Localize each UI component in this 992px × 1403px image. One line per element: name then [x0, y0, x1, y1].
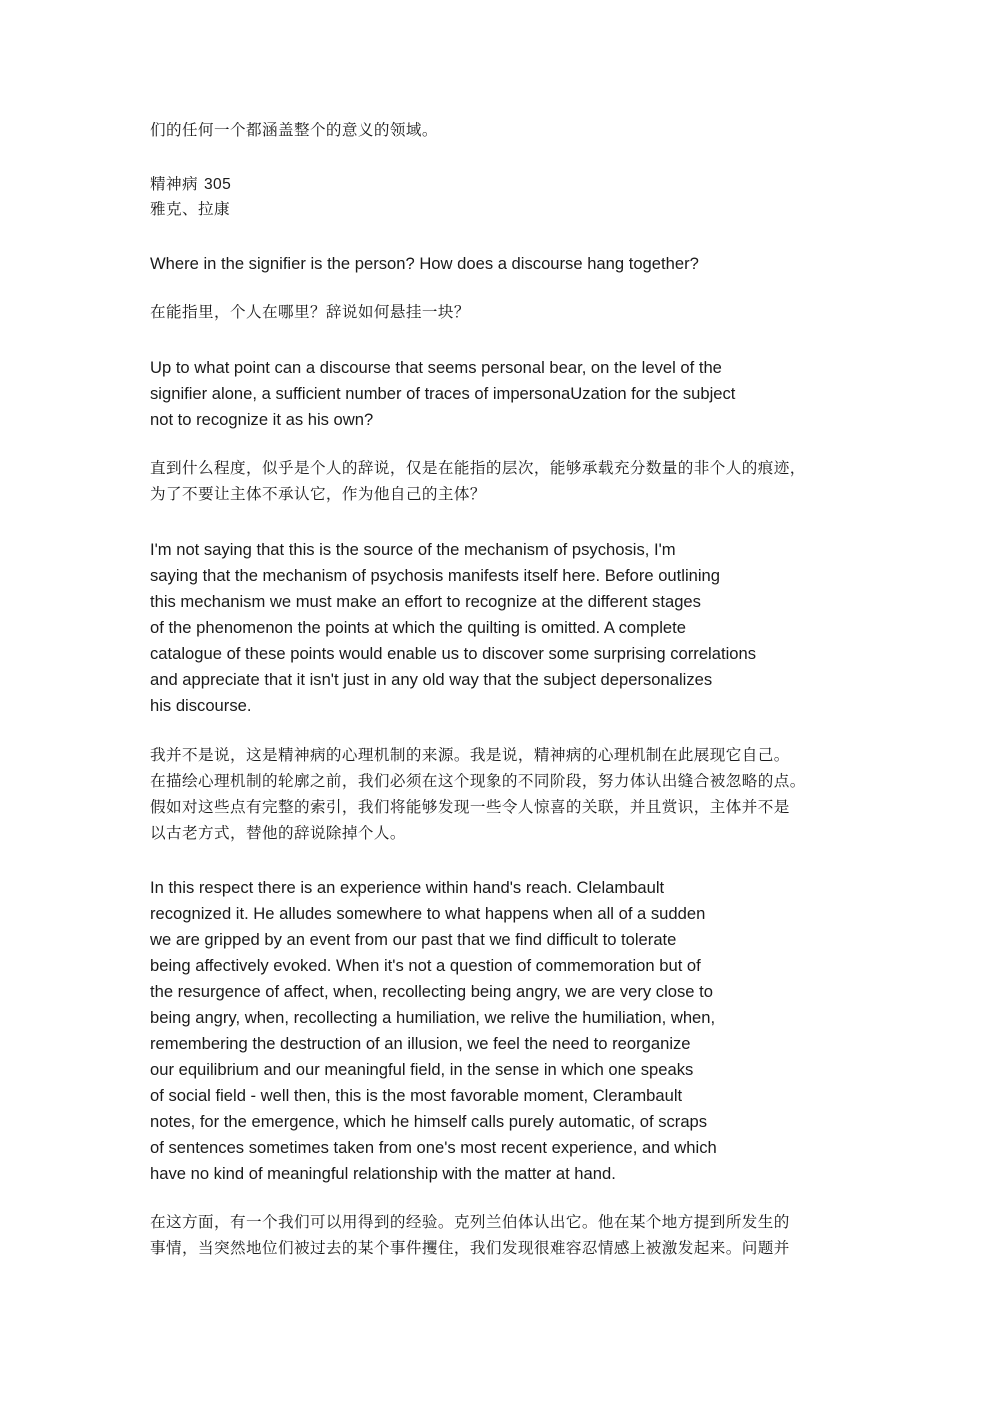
paragraph-line: not to recognize it as his own? — [150, 410, 374, 429]
paragraph-line: 在描绘心理机制的轮廓之前，我们必须在这个现象的不同阶段，努力体认出缝合被忽略的点。 — [150, 772, 806, 790]
paragraph-line: Where in the signifier is the person? How does a discourse hang together? — [150, 254, 699, 273]
paragraph-line: this mechanism we must make an effort to recognize at the different stages — [150, 592, 701, 611]
paragraph-line: notes, for the emergence, which he himself calls purely automatic, of scraps — [150, 1112, 708, 1131]
paragraph-line: Up to what point can a discourse that seems personal bear, on the level of the — [150, 358, 722, 377]
paragraph-line: 假如对这些点有完整的索引，我们将能够发现一些令人惊喜的关联，并且赏识，主体并不是 — [150, 798, 790, 816]
header-title: 精神病 — [150, 175, 198, 193]
paragraph-line: his discourse. — [150, 696, 252, 715]
running-header — [150, 173, 231, 196]
paragraph-line: saying that the mechanism of psychosis manifests itself here. Before outlining — [150, 566, 721, 585]
paragraph-line: catalogue of these points would enable us to discover some surprising correlations — [150, 644, 757, 663]
intro-line: 们的任何一个都涵盖整个的意义的领域。 — [150, 121, 438, 139]
paragraph-line: 在能指里，个人在哪里？辞说如何悬挂一块？ — [150, 303, 470, 321]
page-number: 305 — [203, 176, 232, 193]
paragraph-line: our equilibrium and our meaningful field, in the sense in which one speaks — [150, 1060, 694, 1079]
paragraph-line: and appreciate that it isn't just in any old way that the subject depersonalizes — [150, 670, 713, 689]
paragraph-line: 以古老方式，替他的辞说除掉个人。 — [150, 824, 406, 842]
paragraph-line: 事情，当突然地位们被过去的某个事件攫住，我们发现很难容忍情感上被激发起来。问题并 — [150, 1239, 790, 1257]
paragraph-line: 我并不是说，这是精神病的心理机制的来源。我是说，精神病的心理机制在此展现它自己。 — [150, 746, 790, 764]
paragraph-line: 直到什么程度，似乎是个人的辞说，仅是在能指的层次，能够承载充分数量的非个人的痕迹， — [150, 459, 806, 477]
paragraph-line: being affectively evoked. When it's not a question of commemoration but of — [150, 956, 701, 975]
paragraph-line: recognized it. He alludes somewhere to what happens when all of a sudden — [150, 904, 706, 923]
paragraph-line: of the phenomenon the points at which the quilting is omitted. A complete — [150, 618, 686, 637]
paragraph-line: I'm not saying that this is the source of the mechanism of psychosis, I'm — [150, 540, 676, 559]
paragraph-line: signifier alone, a sufficient number of traces of impersonaUzation for the subject — [150, 384, 736, 403]
paragraph-line: of social field - well then, this is the most favorable moment, Clerambault — [150, 1086, 683, 1105]
paragraph-line: we are gripped by an event from our past that we find difficult to tolerate — [150, 930, 677, 949]
paragraph-line: remembering the destruction of an illusion, we feel the need to reorganize — [150, 1034, 691, 1053]
paragraph-line: In this respect there is an experience within hand's reach. Clelambault — [150, 878, 665, 897]
paragraph-line: 为了不要让主体不承认它，作为他自己的主体？ — [150, 485, 486, 503]
paragraph-line: being angry, when, recollecting a humiliation, we relive the humiliation, when, — [150, 1008, 716, 1027]
paragraph-line: 在这方面，有一个我们可以用得到的经验。克列兰伯体认出它。他在某个地方提到所发生的 — [150, 1213, 790, 1231]
paragraph-line: of sentences sometimes taken from one's most recent experience, and which — [150, 1138, 717, 1157]
header-author: 雅克、拉康 — [150, 200, 230, 218]
paragraph-line: the resurgence of affect, when, recollecting being angry, we are very close to — [150, 982, 713, 1001]
paragraph-line: have no kind of meaningful relationship with the matter at hand. — [150, 1164, 616, 1183]
